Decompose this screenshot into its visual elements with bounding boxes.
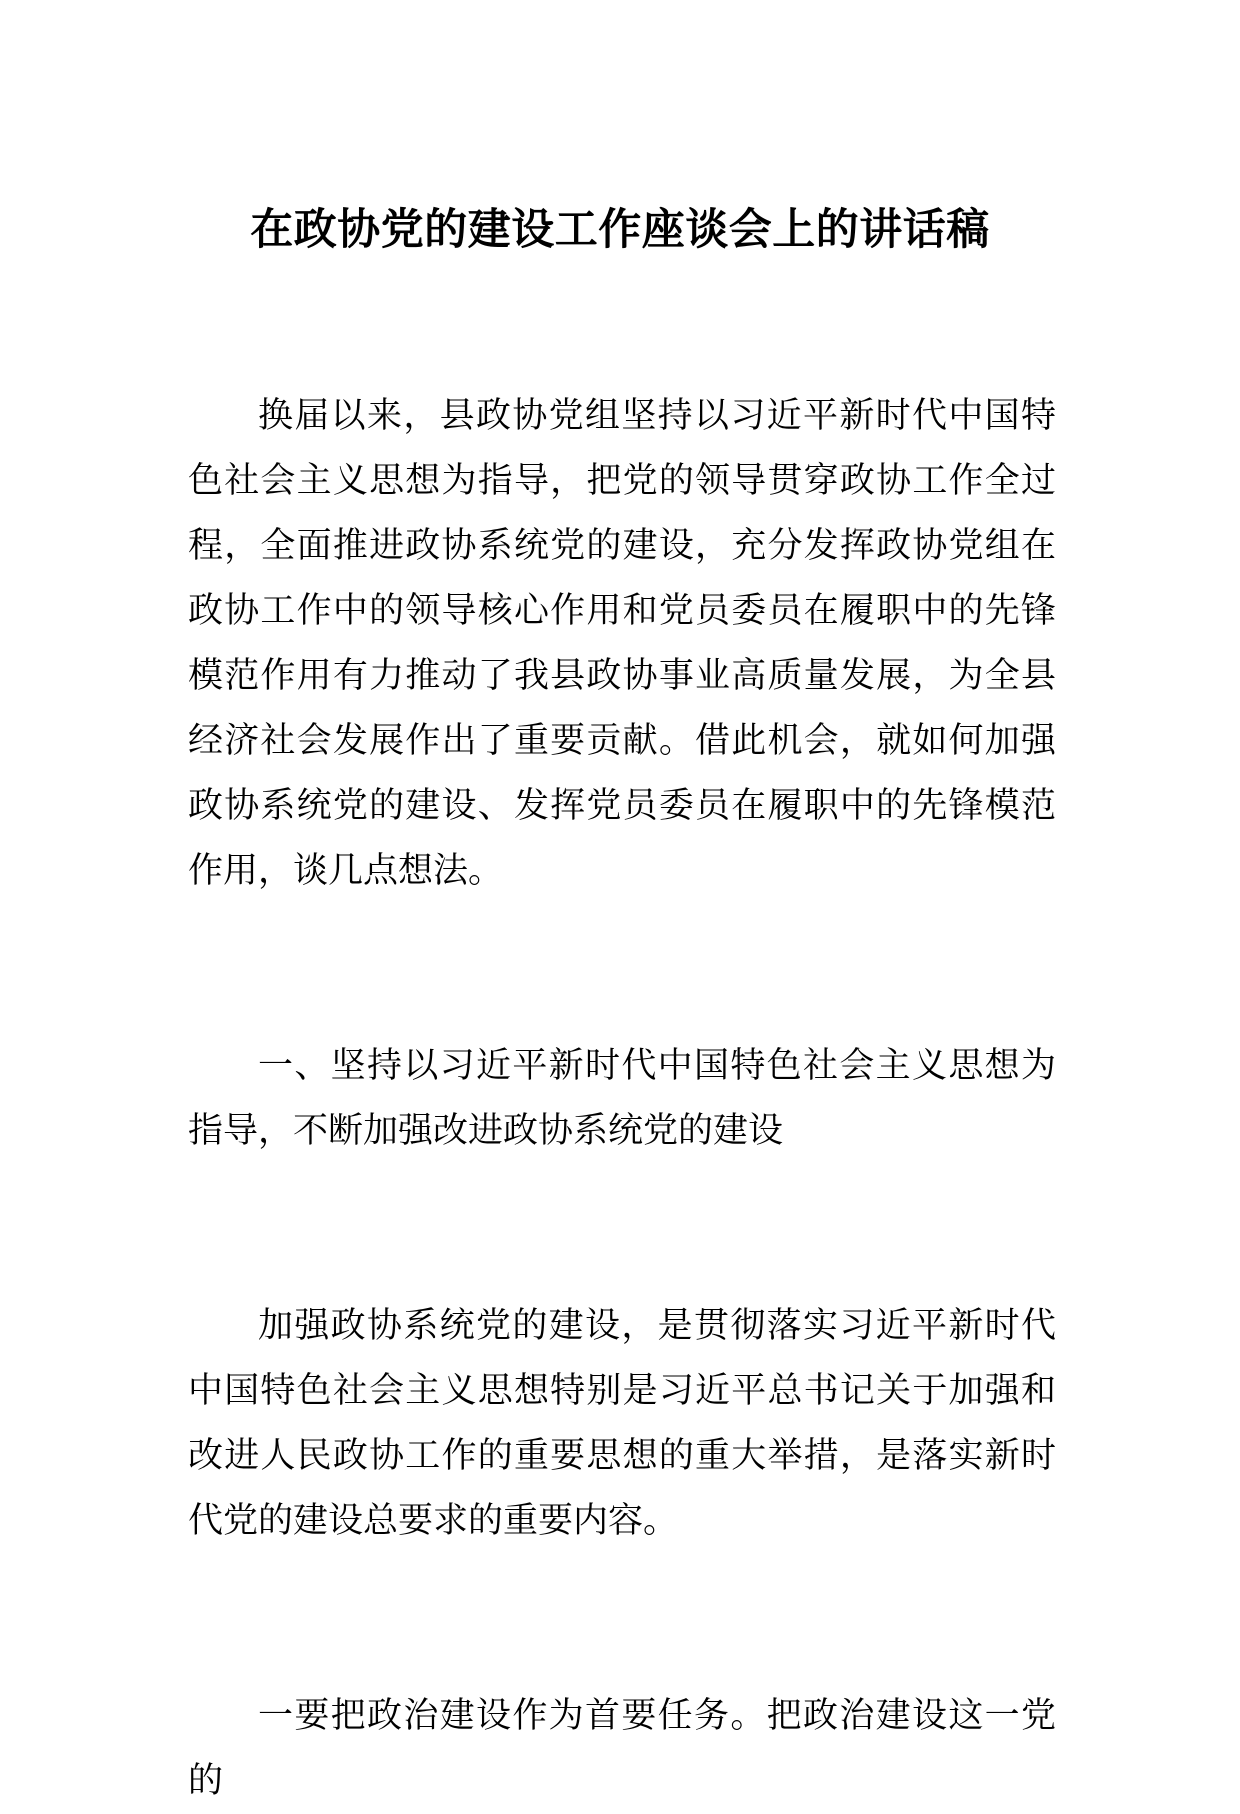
paragraph-spacer xyxy=(188,1164,1056,1294)
paragraph-intro: 换届以来，县政协党组坚持以习近平新时代中国特色社会主义思想为指导，把党的领导贯穿政协工作全过程，全面推进政协系统党的建设，充分发挥政协党组在政协工作中的领导核心作用和党员委员在履职中的先锋模范作用有力推动了我县政协事业高质量发展，为全县经济社会发展作出了重要贡献。借此机会，就如何加强政协系统党的建设、发挥党员委员在履职中的先锋模范作用，谈几点想法。 xyxy=(188,396,1056,891)
document-body xyxy=(188,384,1056,1814)
document-title: 在政协党的建设工作座谈会上的讲话稿 xyxy=(250,205,990,255)
paragraph-spacer xyxy=(188,904,1056,1034)
paragraph-point-1: 一要把政治建设作为首要任务。把政治建设这一党的 xyxy=(188,1696,1056,1801)
section-heading-1: 一、坚持以习近平新时代中国特色社会主义思想为指导，不断加强改进政协系统党的建设 xyxy=(188,1046,1056,1151)
paragraph-section-1: 加强政协系统党的建设，是贯彻落实习近平新时代中国特色社会主义思想特别是习近平总书记关于加强和改进人民政协工作的重要思想的重大举措，是落实新时代党的建设总要求的重要内容。 xyxy=(188,1306,1056,1541)
paragraph-spacer xyxy=(188,1554,1056,1684)
